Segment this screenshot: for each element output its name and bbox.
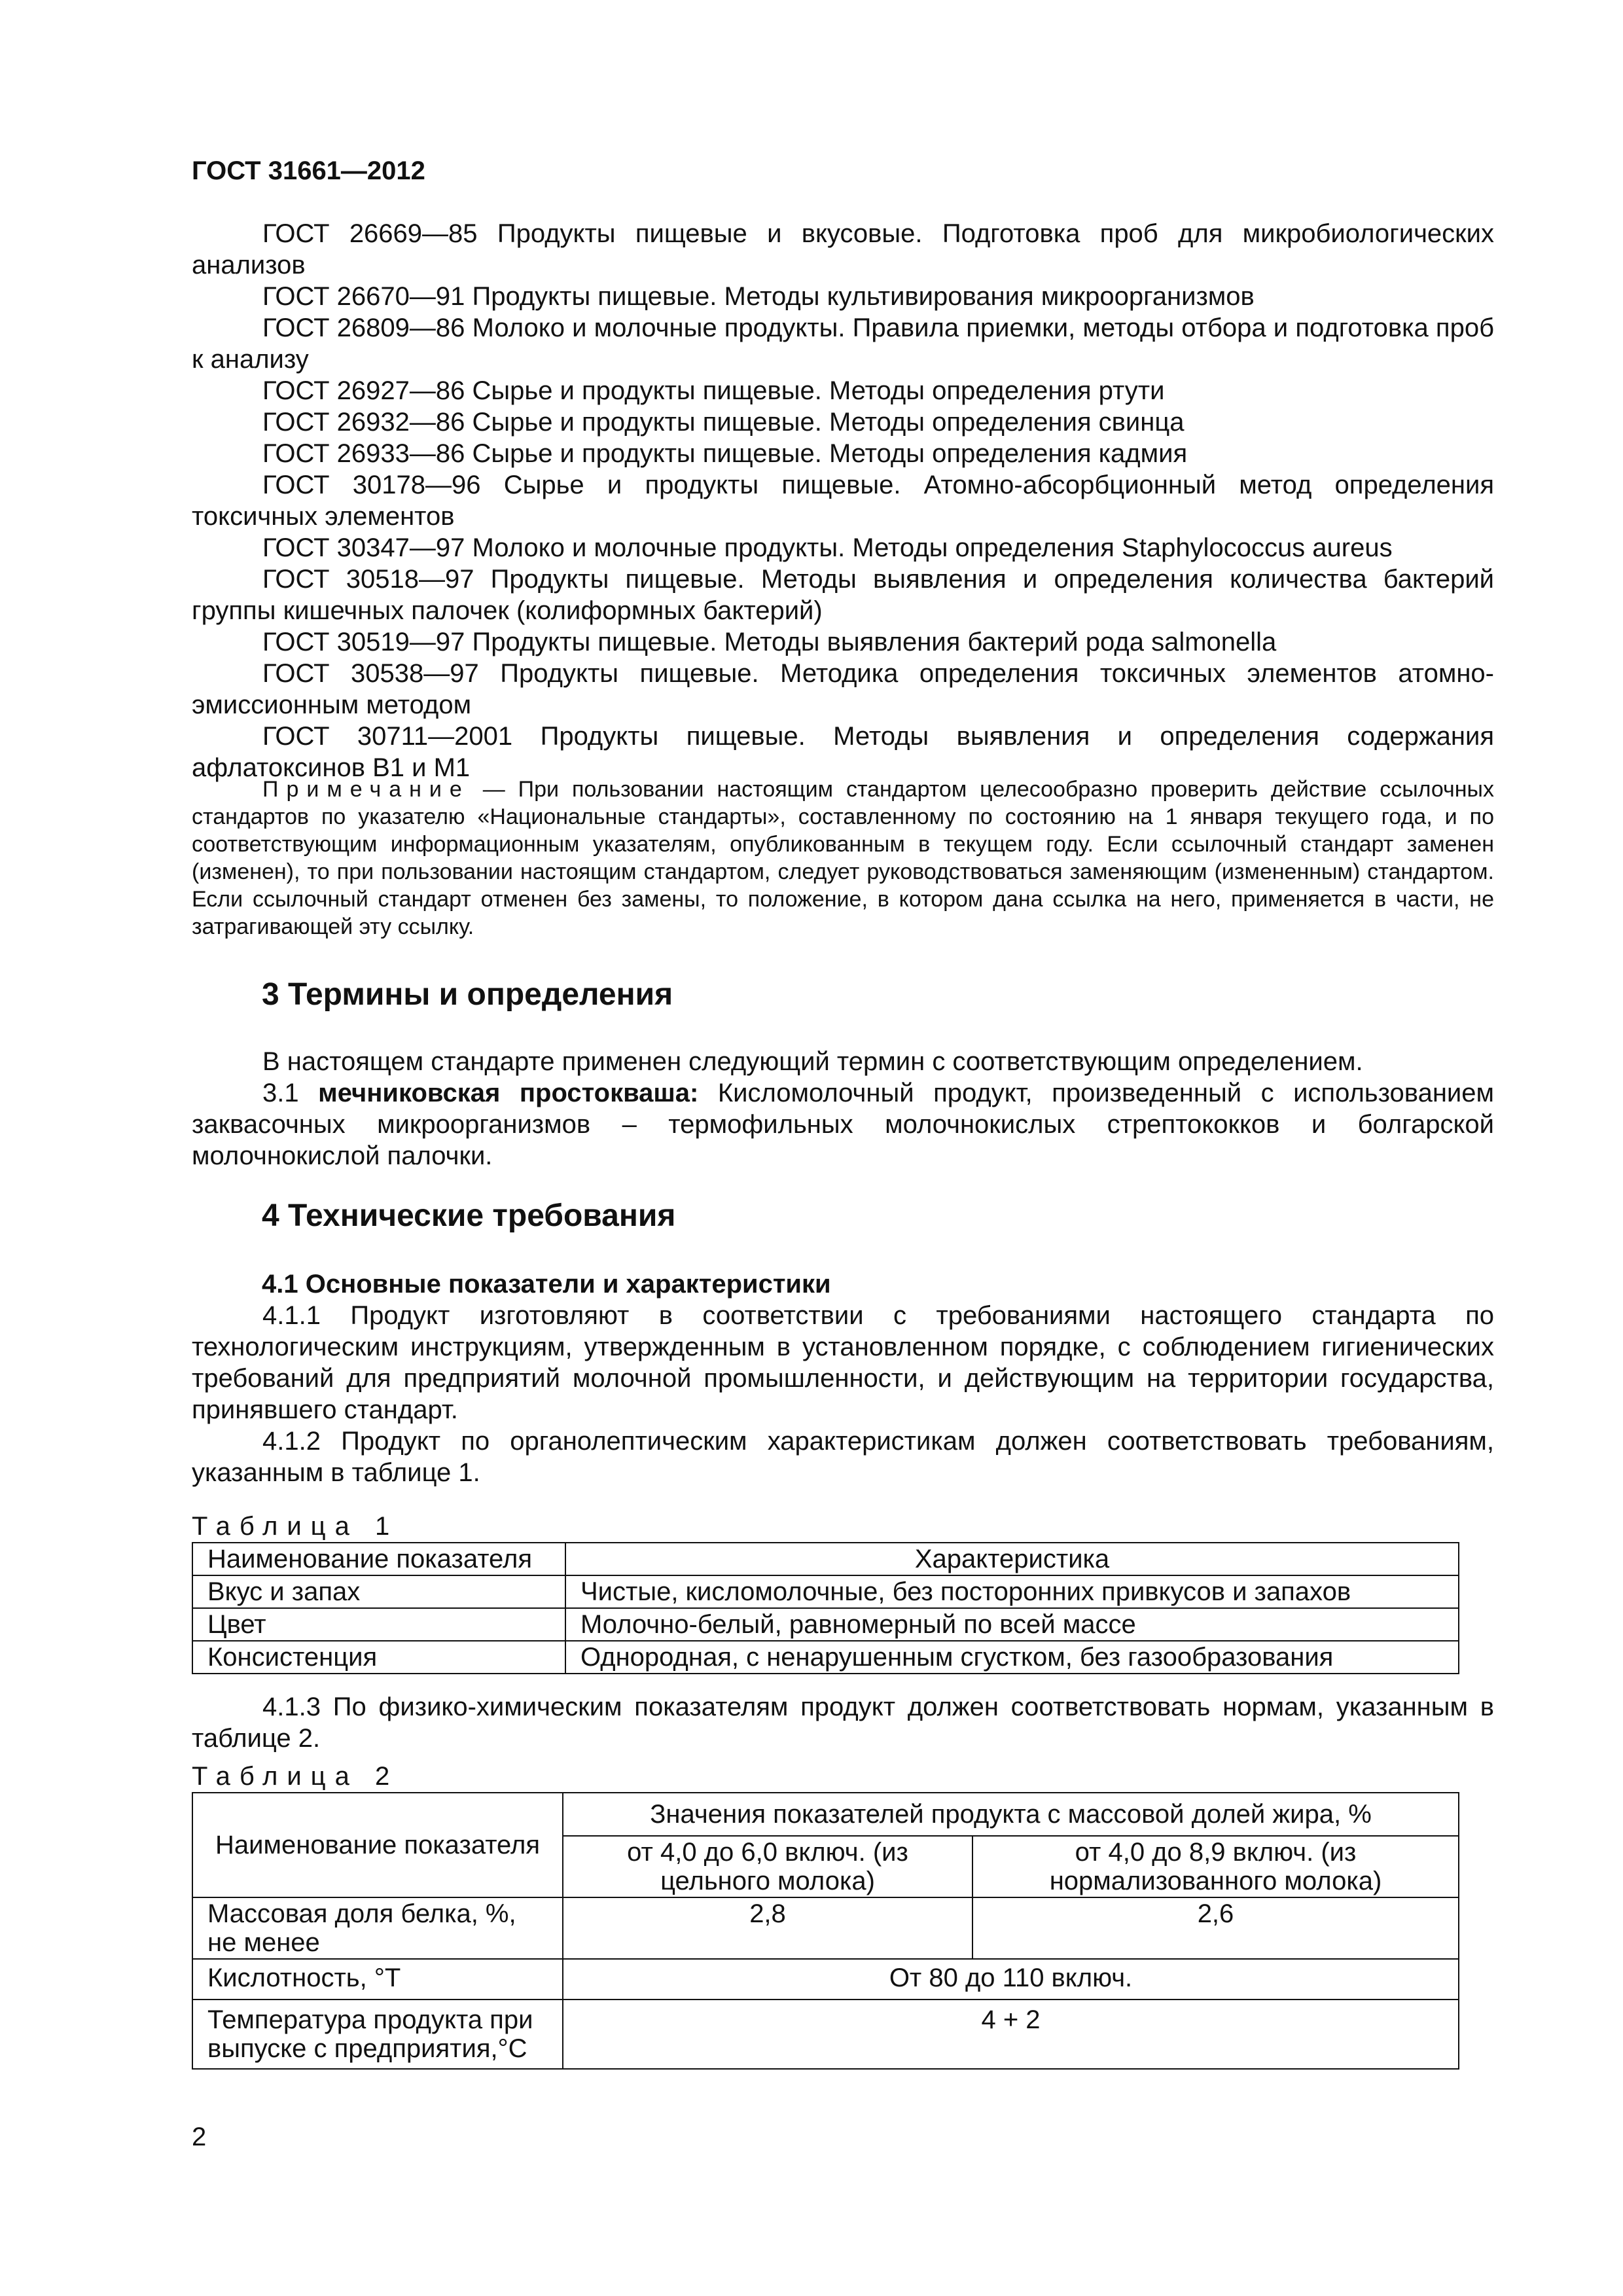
table-header-row — [192, 1543, 1459, 1575]
subsection-4-1-title: 4.1 Основные показатели и характеристики — [262, 1270, 831, 1299]
table-row — [192, 2000, 1459, 2069]
reference-item: ГОСТ 30519—97 Продукты пищевые. Методы выявления бактерий рода salmonella — [262, 628, 1277, 656]
page-number: 2 — [192, 2123, 207, 2151]
table-header-cell: Значения показателей продукта с массовой долей жира, % — [563, 1793, 1459, 1836]
table-row — [192, 1641, 1459, 1674]
reference-item: ГОСТ 30518—97 Продукты пищевые. Методы выявления и определения количества бактерий группы кишечных палочек (колиформных бактерий) — [192, 565, 1494, 625]
normative-references-list — [192, 218, 1494, 783]
reference-item: ГОСТ 26927—86 Сырье и продукты пищевые. Методы определения ртути — [262, 376, 1165, 405]
paragraph-4-1-2: 4.1.2 Продукт по органолептическим характеристикам должен соответствовать требованиям, указанным в таблице 1. — [192, 1427, 1494, 1487]
section-4-body-continued — [192, 1691, 1494, 1754]
section-3-title: 3 Термины и определения — [262, 977, 673, 1012]
table-cell: 4 + 2 — [563, 2000, 1459, 2069]
table-header-cell: Наименование показателя — [192, 1793, 563, 1897]
term: мечниковская простокваша: — [318, 1079, 699, 1107]
table-row — [192, 1897, 1459, 1959]
table-header-cell: от 4,0 до 8,9 включ. (из нормализованного молока) — [972, 1836, 1459, 1897]
table-1 — [192, 1542, 1459, 1674]
table-cell: 2,6 — [972, 1897, 1459, 1959]
reference-item: ГОСТ 26670—91 Продукты пищевые. Методы культивирования микроорганизмов — [262, 282, 1255, 311]
table-1-caption: Таблица 1 — [192, 1512, 399, 1541]
reference-item: ГОСТ 26932—86 Сырье и продукты пищевые. Методы определения свинца — [262, 408, 1185, 437]
term-definition — [192, 1077, 1494, 1172]
reference-item: ГОСТ 30538—97 Продукты пищевые. Методика определения токсичных элементов атомно-эмиссионным методом — [192, 659, 1494, 719]
reference-item: ГОСТ 26933—86 Сырье и продукты пищевые. Методы определения кадмия — [262, 439, 1188, 468]
paragraph-4-1-3: 4.1.3 По физико-химическим показателям продукт должен соответствовать нормам, указанным в таблице 2. — [192, 1693, 1494, 1753]
table-cell: Цвет — [192, 1608, 565, 1641]
section-4-body — [192, 1300, 1494, 1488]
table-cell: 2,8 — [563, 1897, 972, 1959]
table-cell: Чистые, кисломолочные, без посторонних привкусов и запахов — [565, 1575, 1459, 1608]
reference-item: ГОСТ 30178—96 Сырье и продукты пищевые. Атомно-абсорбционный метод определения токсичных элементов — [192, 471, 1494, 531]
table-cell: Температура продукта при выпуске с предприятия,°С — [192, 2000, 563, 2069]
table-cell: Однородная, с ненарушенным сгустком, без газообразования — [565, 1641, 1459, 1674]
note-block — [192, 776, 1494, 941]
note-label: Примечание — [262, 777, 470, 802]
definition: Кисломолочный продукт, произведенный с использованием заквасочных микроорганизмов – термофильных молочнокислых стрептококков и болгарской молочнокислой палочки. — [192, 1079, 1495, 1170]
table-2-caption: Таблица 2 — [192, 1762, 399, 1791]
section-3-intro: В настоящем стандарте применен следующий термин с соответствующим определением. — [262, 1047, 1363, 1076]
table-cell: От 80 до 110 включ. — [563, 1959, 1459, 2000]
section-3-body — [192, 1046, 1494, 1172]
note-text: — При пользовании настоящим стандартом целесообразно проверить действие ссылочных стандартов по указателю «Национальные стандарты», составленному по состоянию на 1 января текущего года, и по соответствующим информационным указателям, опубликованным в текущем году. Если ссылочный стандарт заменен (изменен), то при пользовании настоящим стандартом, следует руководствоваться заменяющим (измененным) стандартом. Если ссылочный стандарт отменен без замены, то положение, в котором дана ссылка на него, применяется в части, не затрагивающей эту ссылку. — [192, 777, 1494, 939]
table-header-cell: Характеристика — [565, 1543, 1459, 1575]
table-cell: Молочно-белый, равномерный по всей массе — [565, 1608, 1459, 1641]
table-row — [192, 1608, 1459, 1641]
table-cell: Кислотность, °Т — [192, 1959, 563, 2000]
paragraph-4-1-1: 4.1.1 Продукт изготовляют в соответствии с требованиями настоящего стандарта по технологическим инструкциям, утвержденным в установленном порядке, с соблюдением гигиенических требований для предприятий молочной промышленности, и действующим на территории государства, принявшего стандарт. — [192, 1301, 1494, 1424]
document-header: ГОСТ 31661—2012 — [192, 156, 425, 185]
section-4-title: 4 Технические требования — [262, 1198, 676, 1233]
table-row — [192, 1959, 1459, 2000]
reference-item: ГОСТ 26669—85 Продукты пищевые и вкусовые. Подготовка проб для микробиологических анализов — [192, 219, 1494, 279]
table-cell: Вкус и запах — [192, 1575, 565, 1608]
table-header-row — [192, 1793, 1459, 1836]
table-2 — [192, 1792, 1459, 2070]
term-number: 3.1 — [262, 1079, 319, 1107]
table-cell: Массовая доля белка, %, не менее — [192, 1897, 563, 1959]
table-header-cell: Наименование показателя — [192, 1543, 565, 1575]
reference-item: ГОСТ 26809—86 Молоко и молочные продукты. Правила приемки, методы отбора и подготовка проб к анализу — [192, 314, 1494, 374]
table-row — [192, 1575, 1459, 1608]
reference-item: ГОСТ 30347—97 Молоко и молочные продукты. Методы определения Staphylococcus aureus — [262, 533, 1393, 562]
reference-item: ГОСТ 30711—2001 Продукты пищевые. Методы выявления и определения содержания афлатоксинов B1 и M1 — [192, 722, 1494, 782]
table-cell: Консистенция — [192, 1641, 565, 1674]
table-header-cell: от 4,0 до 6,0 включ. (из цельного молока) — [563, 1836, 972, 1897]
